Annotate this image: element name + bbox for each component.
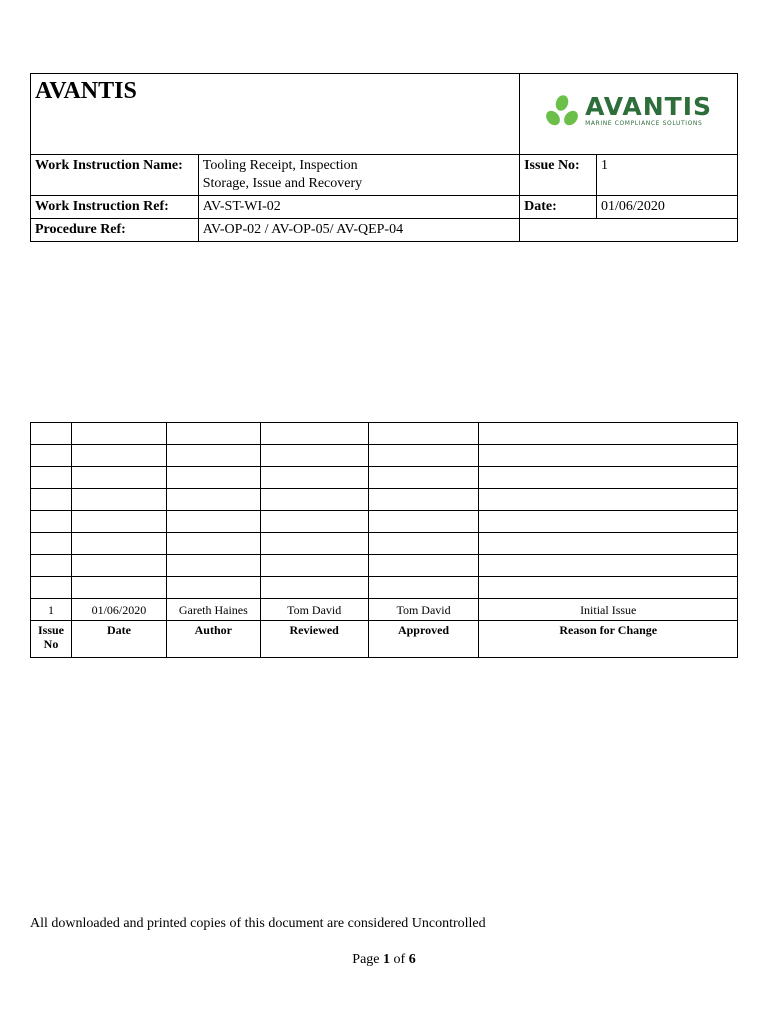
table-row [31, 467, 738, 489]
uncontrolled-copy-note: All downloaded and printed copies of this document are considered Uncontrolled [30, 916, 486, 931]
page-number [0, 952, 768, 968]
logo-name: AVANTIS [585, 92, 713, 121]
procedure-ref-value: AV-OP-02 / AV-OP-05/ AV-QEP-04 [198, 219, 519, 242]
date-value: 01/06/2020 [597, 196, 738, 219]
column-header-approved: Approved [368, 621, 479, 658]
date-label: Date: [520, 196, 597, 219]
column-header-reason: Reason for Change [479, 621, 738, 658]
page-word: Page [352, 952, 380, 967]
table-row [31, 599, 738, 621]
reviewed-cell: Tom David [260, 599, 368, 621]
page-total: 6 [408, 952, 416, 967]
page-of-word: of [393, 952, 406, 967]
table-row [31, 555, 738, 577]
approved-cell: Tom David [368, 599, 479, 621]
table-row [31, 577, 738, 599]
table-header-row [31, 621, 738, 658]
wi-name-line-1: Tooling Receipt, Inspection [202, 158, 358, 173]
company-name: AVANTIS [31, 74, 520, 155]
column-header-date: Date [71, 621, 166, 658]
date-cell: 01/06/2020 [71, 599, 166, 621]
page-current: 1 [383, 952, 391, 967]
wi-ref-label: Work Instruction Ref: [31, 196, 199, 219]
issue-no-value: 1 [597, 155, 738, 196]
table-row [31, 445, 738, 467]
empty-cell [520, 219, 738, 242]
table-row [31, 489, 738, 511]
issue-cell: 1 [31, 599, 72, 621]
column-header-issue-no: Issue No [31, 621, 72, 658]
column-header-author: Author [166, 621, 260, 658]
table-row [31, 533, 738, 555]
document-header-table [30, 73, 738, 242]
procedure-ref-label: Procedure Ref: [31, 219, 199, 242]
leaf-logo-icon [545, 94, 579, 128]
issue-no-label: Issue No: [520, 155, 597, 196]
table-row [31, 511, 738, 533]
company-logo [520, 74, 738, 155]
reason-cell: Initial Issue [479, 599, 738, 621]
table-row [31, 423, 738, 445]
wi-ref-value: AV-ST-WI-02 [198, 196, 519, 219]
author-cell: Gareth Haines [166, 599, 260, 621]
wi-name-label: Work Instruction Name: [31, 155, 199, 196]
revision-history-table [30, 422, 738, 658]
wi-name-line-2: Storage, Issue and Recovery [202, 176, 363, 191]
logo-tagline: MARINE COMPLIANCE SOLUTIONS [585, 120, 703, 127]
column-header-reviewed: Reviewed [260, 621, 368, 658]
wi-name-value [198, 155, 519, 196]
